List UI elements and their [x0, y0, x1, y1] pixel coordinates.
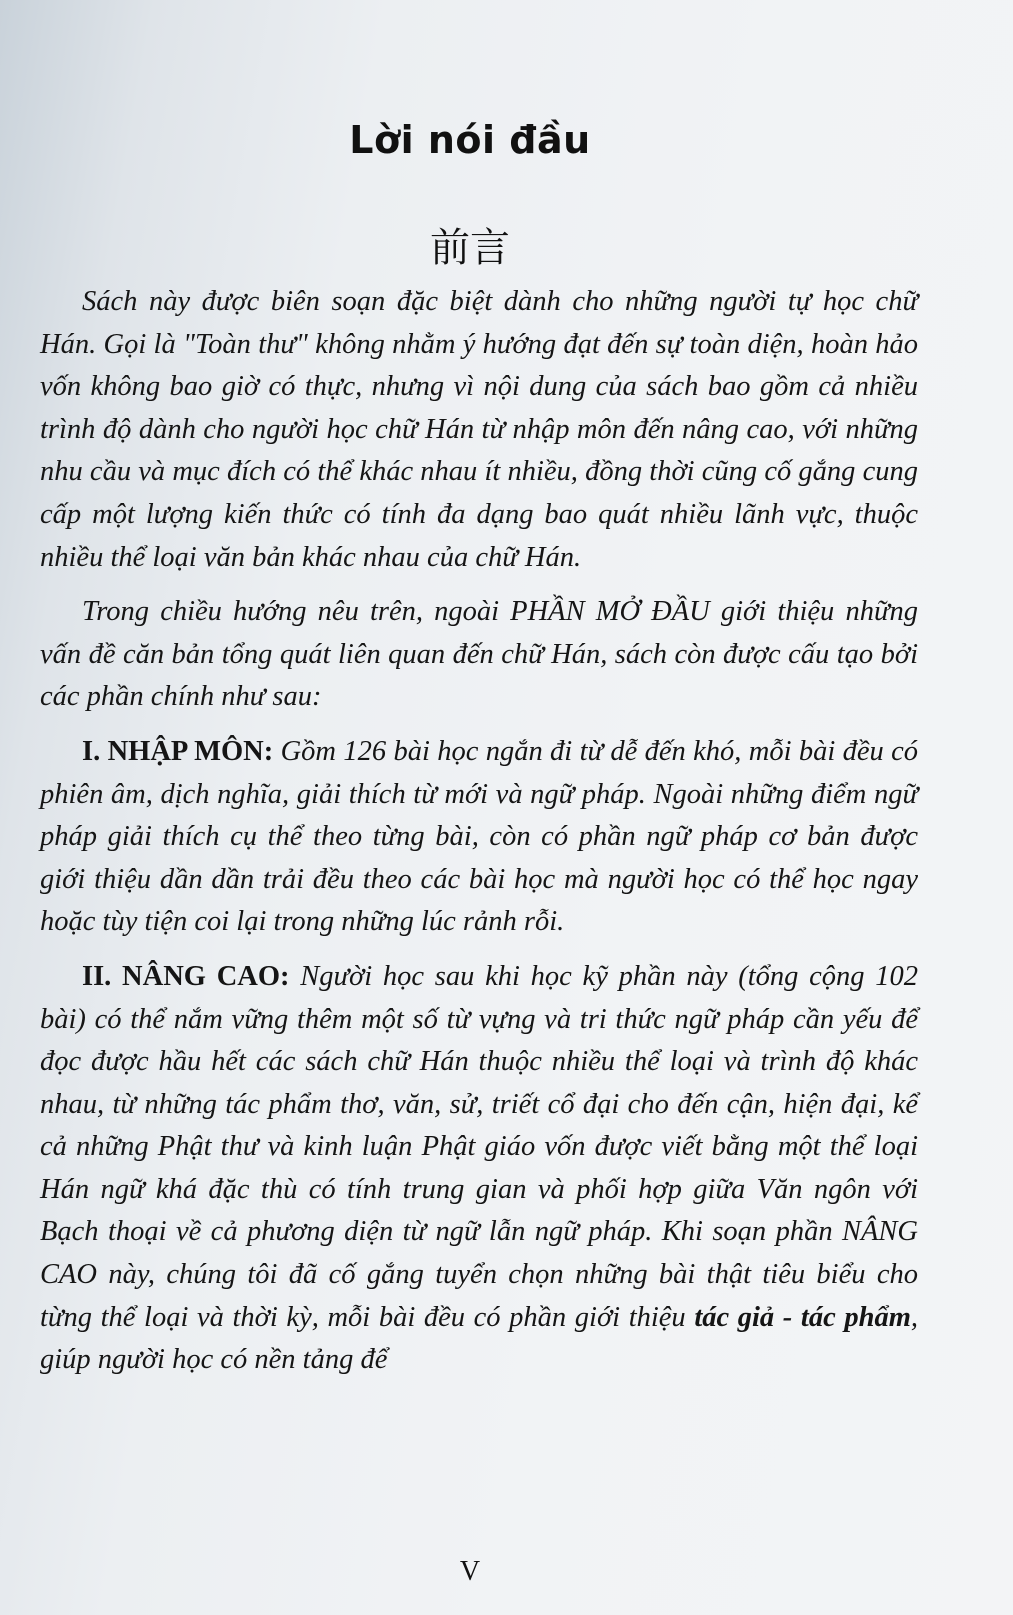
body-text — [40, 281, 918, 1382]
page-number: V — [459, 1556, 481, 1587]
section-label-nang-cao: II. NÂNG CAO: — [82, 960, 290, 992]
section-label-nhap-mon: I. NHẬP MÔN: — [82, 735, 274, 767]
emphasis-author-work: tác giả - tác phẩm — [694, 1301, 911, 1333]
page-title: Lời nói đầu — [349, 118, 591, 162]
section-text-nang-cao: Người học sau khi học kỹ phần này (tổng cộng 102 bài) có thể nắm vững thêm một số từ vựng và tri thức ngữ pháp cần yếu để đọc được hầu hết các sách chữ Hán thuộc nhiều thể loại và trình độ khác nhau, từ những tác phẩm thơ, văn, sử, triết cổ đại cho đến cận, hiện đại, kể cả những Phật thư và kinh luận Phật giáo vốn được viết bằng một thể loại Hán ngữ khá đặc thù có tính trung gian và phối hợp giữa Văn ngôn với Bạch thoại về cả phương diện từ ngữ lẫn ngữ pháp. Khi soạn phần NÂNG CAO này, chúng tôi đã cố gắng tuyển chọn những bài thật tiêu biểu cho từng thể loại và thời kỳ, mỗi bài đều có phần giới thiệu — [40, 960, 918, 1333]
paragraph-structure: Trong chiều hướng nêu trên, ngoài PHẦN MỞ ĐẦU giới thiệu những vấn đề căn bản tổng quát liên quan đến chữ Hán, sách còn được cấu tạo bởi các phần chính như sau: — [40, 596, 918, 713]
section-text-nang-cao-end: , giúp người học có nền tảng để — [40, 1301, 918, 1376]
page-subtitle-chinese: 前言 — [430, 225, 510, 271]
paragraph-nang-cao — [40, 956, 918, 1382]
paragraph-nhap-mon — [40, 731, 918, 944]
section-text-nhap-mon: Gồm 126 bài học ngắn đi từ dễ đến khó, mỗi bài đều có phiên âm, dịch nghĩa, giải thích từ mới và ngữ pháp. Ngoài những điểm ngữ pháp giải thích cụ thể theo từng bài, còn có phần ngữ pháp cơ bản được giới thiệu dần dần trải đều theo các bài học mà người học có thể học ngay hoặc tùy tiện coi lại trong những lúc rảnh rỗi. — [40, 735, 919, 938]
paragraph-intro: Sách này được biên soạn đặc biệt dành cho những người tự học chữ Hán. Gọi là "Toàn thư" không nhằm ý hướng đạt đến sự toàn diện, hoàn hảo vốn không bao giờ có thực, nhưng vì nội dung của sách bao gồm cả nhiều trình độ dành cho người học chữ Hán từ nhập môn đến nâng cao, với những nhu cầu và mục đích có thể khác nhau ít nhiều, đồng thời cũng cố gắng cung cấp một lượng kiến thức có tính đa dạng bao quát nhiều lãnh vực, thuộc nhiều thể loại văn bản khác nhau của chữ Hán. — [40, 286, 918, 573]
